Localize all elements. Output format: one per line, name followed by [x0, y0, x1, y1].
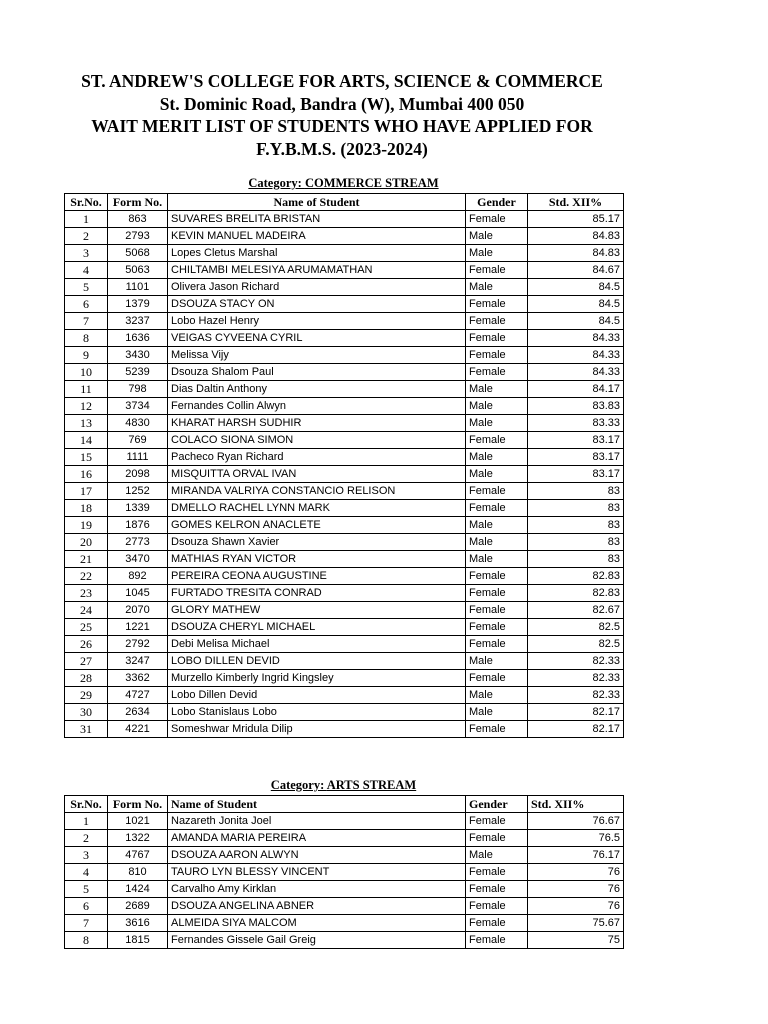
cell-student-name: Melissa Vijy	[168, 347, 466, 364]
cell-gender: Female	[466, 483, 528, 500]
table-row	[65, 466, 624, 483]
cell-form-no: 2793	[108, 228, 168, 245]
cell-srno: 3	[65, 847, 108, 864]
cell-student-name: FURTADO TRESITA CONRAD	[168, 585, 466, 602]
cell-gender: Female	[466, 864, 528, 881]
cell-score: 76.5	[528, 830, 624, 847]
cell-form-no: 4727	[108, 687, 168, 704]
cell-form-no: 2792	[108, 636, 168, 653]
cell-score: 82.33	[528, 670, 624, 687]
cell-form-no: 3247	[108, 653, 168, 670]
cell-srno: 13	[65, 415, 108, 432]
cell-gender: Female	[466, 585, 528, 602]
cell-gender: Male	[466, 704, 528, 721]
cell-score: 84.33	[528, 330, 624, 347]
cell-student-name: Murzello Kimberly Ingrid Kingsley	[168, 670, 466, 687]
table-row	[65, 551, 624, 568]
cell-student-name: DMELLO RACHEL LYNN MARK	[168, 500, 466, 517]
cell-srno: 2	[65, 228, 108, 245]
cell-student-name: VEIGAS CYVEENA CYRIL	[168, 330, 466, 347]
table-row	[65, 847, 624, 864]
cell-srno: 9	[65, 347, 108, 364]
cell-srno: 20	[65, 534, 108, 551]
table-row	[65, 245, 624, 262]
cell-student-name: Carvalho Amy Kirklan	[168, 881, 466, 898]
cell-student-name: Lobo Stanislaus Lobo	[168, 704, 466, 721]
cell-score: 76	[528, 881, 624, 898]
cell-form-no: 1876	[108, 517, 168, 534]
cell-form-no: 1636	[108, 330, 168, 347]
cell-form-no: 1101	[108, 279, 168, 296]
cell-student-name: TAURO LYN BLESSY VINCENT	[168, 864, 466, 881]
cell-student-name: DSOUZA STACY ON	[168, 296, 466, 313]
cell-srno: 1	[65, 211, 108, 228]
cell-srno: 1	[65, 813, 108, 830]
table-row	[65, 228, 624, 245]
arts-category-label: Category:	[270, 778, 327, 792]
cell-srno: 26	[65, 636, 108, 653]
cell-gender: Female	[466, 619, 528, 636]
cell-form-no: 3237	[108, 313, 168, 330]
cell-srno: 5	[65, 279, 108, 296]
cell-score: 82.83	[528, 568, 624, 585]
cell-form-no: 1045	[108, 585, 168, 602]
col-header-name: Name of Student	[168, 194, 466, 211]
cell-student-name: DSOUZA AARON ALWYN	[168, 847, 466, 864]
cell-student-name: COLACO SIONA SIMON	[168, 432, 466, 449]
table-row	[65, 932, 624, 949]
cell-student-name: Fernandes Collin Alwyn	[168, 398, 466, 415]
table-row	[65, 881, 624, 898]
cell-form-no: 1252	[108, 483, 168, 500]
table-row	[65, 313, 624, 330]
cell-student-name: AMANDA MARIA PEREIRA	[168, 830, 466, 847]
cell-student-name: ALMEIDA SIYA MALCOM	[168, 915, 466, 932]
cell-score: 84.33	[528, 347, 624, 364]
col-header-srno: Sr.No.	[65, 796, 108, 813]
cell-form-no: 2634	[108, 704, 168, 721]
arts-table-body	[65, 813, 624, 949]
table-row	[65, 279, 624, 296]
table-row	[65, 415, 624, 432]
cell-form-no: 1322	[108, 830, 168, 847]
table-row	[65, 830, 624, 847]
cell-gender: Male	[466, 847, 528, 864]
cell-srno: 14	[65, 432, 108, 449]
cell-gender: Female	[466, 898, 528, 915]
cell-score: 85.17	[528, 211, 624, 228]
cell-form-no: 863	[108, 211, 168, 228]
cell-gender: Female	[466, 347, 528, 364]
cell-srno: 12	[65, 398, 108, 415]
cell-form-no: 3362	[108, 670, 168, 687]
cell-form-no: 5063	[108, 262, 168, 279]
cell-gender: Female	[466, 432, 528, 449]
cell-score: 83.83	[528, 398, 624, 415]
cell-student-name: Dias Daltin Anthony	[168, 381, 466, 398]
cell-score: 76.17	[528, 847, 624, 864]
table-row	[65, 585, 624, 602]
cell-score: 84.5	[528, 313, 624, 330]
cell-student-name: Lopes Cletus Marshal	[168, 245, 466, 262]
cell-gender: Female	[466, 670, 528, 687]
cell-form-no: 1379	[108, 296, 168, 313]
cell-form-no: 4830	[108, 415, 168, 432]
cell-gender: Male	[466, 245, 528, 262]
cell-srno: 16	[65, 466, 108, 483]
table-row	[65, 670, 624, 687]
cell-form-no: 1815	[108, 932, 168, 949]
table-row	[65, 898, 624, 915]
cell-student-name: PEREIRA CEONA AUGUSTINE	[168, 568, 466, 585]
cell-form-no: 3734	[108, 398, 168, 415]
cell-score: 83	[528, 500, 624, 517]
cell-srno: 27	[65, 653, 108, 670]
cell-student-name: Fernandes Gissele Gail Greig	[168, 932, 466, 949]
commerce-category-name: COMMERCE STREAM	[304, 176, 439, 190]
cell-score: 84.17	[528, 381, 624, 398]
cell-score: 82.5	[528, 619, 624, 636]
commerce-table-body	[65, 211, 624, 738]
cell-srno: 19	[65, 517, 108, 534]
cell-srno: 7	[65, 915, 108, 932]
table-row	[65, 704, 624, 721]
cell-srno: 10	[65, 364, 108, 381]
table-row	[65, 636, 624, 653]
cell-score: 83.17	[528, 432, 624, 449]
cell-srno: 29	[65, 687, 108, 704]
cell-srno: 24	[65, 602, 108, 619]
table-row	[65, 602, 624, 619]
cell-student-name: Pacheco Ryan Richard	[168, 449, 466, 466]
table-row	[65, 687, 624, 704]
cell-score: 84.5	[528, 296, 624, 313]
cell-form-no: 2689	[108, 898, 168, 915]
cell-student-name: CHILTAMBI MELESIYA ARUMAMATHAN	[168, 262, 466, 279]
table-row	[65, 330, 624, 347]
cell-srno: 8	[65, 932, 108, 949]
cell-form-no: 2773	[108, 534, 168, 551]
document-header	[0, 70, 684, 160]
table-header-row	[65, 194, 624, 211]
cell-form-no: 5239	[108, 364, 168, 381]
cell-gender: Male	[466, 279, 528, 296]
cell-student-name: Dsouza Shawn Xavier	[168, 534, 466, 551]
table-row	[65, 347, 624, 364]
cell-student-name: LOBO DILLEN DEVID	[168, 653, 466, 670]
cell-student-name: Dsouza Shalom Paul	[168, 364, 466, 381]
cell-score: 76	[528, 864, 624, 881]
col-header-srno: Sr.No.	[65, 194, 108, 211]
cell-form-no: 4221	[108, 721, 168, 738]
table-row	[65, 381, 624, 398]
cell-form-no: 810	[108, 864, 168, 881]
cell-score: 82.17	[528, 704, 624, 721]
list-title: WAIT MERIT LIST OF STUDENTS WHO HAVE APPLIED FOR	[91, 116, 593, 136]
cell-gender: Male	[466, 415, 528, 432]
cell-srno: 4	[65, 864, 108, 881]
cell-form-no: 1339	[108, 500, 168, 517]
cell-srno: 21	[65, 551, 108, 568]
arts-category-heading	[64, 778, 623, 793]
cell-form-no: 2070	[108, 602, 168, 619]
cell-form-no: 3616	[108, 915, 168, 932]
table-row	[65, 211, 624, 228]
cell-gender: Male	[466, 228, 528, 245]
cell-gender: Female	[466, 313, 528, 330]
cell-score: 75	[528, 932, 624, 949]
cell-score: 84.83	[528, 228, 624, 245]
cell-srno: 31	[65, 721, 108, 738]
cell-gender: Female	[466, 211, 528, 228]
cell-srno: 2	[65, 830, 108, 847]
cell-srno: 8	[65, 330, 108, 347]
cell-srno: 3	[65, 245, 108, 262]
col-header-score: Std. XII%	[528, 796, 624, 813]
cell-srno: 18	[65, 500, 108, 517]
table-row	[65, 813, 624, 830]
cell-score: 82.67	[528, 602, 624, 619]
table-row	[65, 721, 624, 738]
cell-gender: Female	[466, 915, 528, 932]
cell-score: 83	[528, 534, 624, 551]
col-header-score: Std. XII%	[528, 194, 624, 211]
cell-student-name: GOMES KELRON ANACLETE	[168, 517, 466, 534]
cell-student-name: Olivera Jason Richard	[168, 279, 466, 296]
col-header-form-no: Form No.	[108, 194, 168, 211]
cell-score: 76.67	[528, 813, 624, 830]
cell-score: 83	[528, 483, 624, 500]
college-address: St. Dominic Road, Bandra (W), Mumbai 400 050	[159, 93, 525, 114]
cell-srno: 4	[65, 262, 108, 279]
cell-gender: Male	[466, 466, 528, 483]
cell-form-no: 5068	[108, 245, 168, 262]
cell-gender: Male	[466, 398, 528, 415]
cell-score: 82.17	[528, 721, 624, 738]
cell-form-no: 798	[108, 381, 168, 398]
table-header-row	[65, 796, 624, 813]
cell-gender: Female	[466, 881, 528, 898]
cell-score: 82.83	[528, 585, 624, 602]
table-row	[65, 534, 624, 551]
cell-score: 76	[528, 898, 624, 915]
col-header-name: Name of Student	[168, 796, 466, 813]
commerce-merit-table	[64, 193, 624, 738]
cell-form-no: 4767	[108, 847, 168, 864]
cell-score: 82.33	[528, 687, 624, 704]
cell-srno: 28	[65, 670, 108, 687]
cell-student-name: Lobo Dillen Devid	[168, 687, 466, 704]
cell-score: 83	[528, 551, 624, 568]
cell-student-name: MISQUITTA ORVAL IVAN	[168, 466, 466, 483]
cell-srno: 25	[65, 619, 108, 636]
cell-form-no: 892	[108, 568, 168, 585]
course-year: F.Y.B.M.S. (2023-2024)	[256, 138, 428, 159]
cell-student-name: KHARAT HARSH SUDHIR	[168, 415, 466, 432]
table-row	[65, 864, 624, 881]
cell-gender: Female	[466, 364, 528, 381]
commerce-category-heading	[64, 176, 623, 191]
cell-student-name: MATHIAS RYAN VICTOR	[168, 551, 466, 568]
cell-gender: Female	[466, 296, 528, 313]
cell-score: 83.33	[528, 415, 624, 432]
cell-srno: 7	[65, 313, 108, 330]
cell-score: 83.17	[528, 466, 624, 483]
table-row	[65, 483, 624, 500]
commerce-category-label: Category:	[248, 176, 305, 190]
cell-gender: Female	[466, 813, 528, 830]
cell-srno: 11	[65, 381, 108, 398]
table-row	[65, 653, 624, 670]
cell-srno: 6	[65, 296, 108, 313]
table-row	[65, 619, 624, 636]
table-row	[65, 398, 624, 415]
cell-score: 84.67	[528, 262, 624, 279]
cell-form-no: 3430	[108, 347, 168, 364]
cell-srno: 22	[65, 568, 108, 585]
table-row	[65, 432, 624, 449]
cell-student-name: GLORY MATHEW	[168, 602, 466, 619]
cell-gender: Female	[466, 262, 528, 279]
table-row	[65, 449, 624, 466]
cell-student-name: Debi Melisa Michael	[168, 636, 466, 653]
cell-student-name: Nazareth Jonita Joel	[168, 813, 466, 830]
arts-category-name: ARTS STREAM	[326, 778, 417, 792]
table-row	[65, 364, 624, 381]
cell-student-name: Lobo Hazel Henry	[168, 313, 466, 330]
cell-gender: Male	[466, 534, 528, 551]
cell-gender: Female	[466, 500, 528, 517]
cell-score: 75.67	[528, 915, 624, 932]
cell-score: 82.5	[528, 636, 624, 653]
cell-student-name: MIRANDA VALRIYA CONSTANCIO RELISON	[168, 483, 466, 500]
cell-srno: 30	[65, 704, 108, 721]
col-header-form-no: Form No.	[108, 796, 168, 813]
cell-srno: 5	[65, 881, 108, 898]
cell-gender: Female	[466, 330, 528, 347]
cell-gender: Female	[466, 932, 528, 949]
cell-gender: Male	[466, 687, 528, 704]
cell-student-name: KEVIN MANUEL MADEIRA	[168, 228, 466, 245]
arts-merit-table	[64, 795, 624, 949]
cell-score: 84.33	[528, 364, 624, 381]
cell-student-name: DSOUZA ANGELINA ABNER	[168, 898, 466, 915]
college-name: ST. ANDREW'S COLLEGE FOR ARTS, SCIENCE & COMMERCE	[81, 71, 603, 91]
cell-gender: Female	[466, 721, 528, 738]
table-row	[65, 296, 624, 313]
cell-gender: Female	[466, 636, 528, 653]
cell-score: 83.17	[528, 449, 624, 466]
cell-gender: Male	[466, 381, 528, 398]
table-row	[65, 262, 624, 279]
cell-gender: Female	[466, 830, 528, 847]
cell-form-no: 1111	[108, 449, 168, 466]
cell-srno: 6	[65, 898, 108, 915]
cell-form-no: 2098	[108, 466, 168, 483]
cell-form-no: 1424	[108, 881, 168, 898]
table-row	[65, 517, 624, 534]
cell-score: 84.5	[528, 279, 624, 296]
cell-gender: Male	[466, 449, 528, 466]
cell-student-name: DSOUZA CHERYL MICHAEL	[168, 619, 466, 636]
cell-score: 84.83	[528, 245, 624, 262]
cell-form-no: 1021	[108, 813, 168, 830]
cell-form-no: 3470	[108, 551, 168, 568]
cell-gender: Female	[466, 568, 528, 585]
cell-gender: Male	[466, 653, 528, 670]
cell-form-no: 769	[108, 432, 168, 449]
table-row	[65, 915, 624, 932]
table-row	[65, 500, 624, 517]
cell-srno: 17	[65, 483, 108, 500]
cell-student-name: Someshwar Mridula Dilip	[168, 721, 466, 738]
col-header-gender: Gender	[466, 194, 528, 211]
cell-srno: 15	[65, 449, 108, 466]
table-row	[65, 568, 624, 585]
cell-gender: Female	[466, 602, 528, 619]
col-header-gender: Gender	[466, 796, 528, 813]
cell-gender: Male	[466, 517, 528, 534]
cell-form-no: 1221	[108, 619, 168, 636]
cell-srno: 23	[65, 585, 108, 602]
cell-student-name: SUVARES BRELITA BRISTAN	[168, 211, 466, 228]
cell-gender: Male	[466, 551, 528, 568]
cell-score: 83	[528, 517, 624, 534]
cell-score: 82.33	[528, 653, 624, 670]
